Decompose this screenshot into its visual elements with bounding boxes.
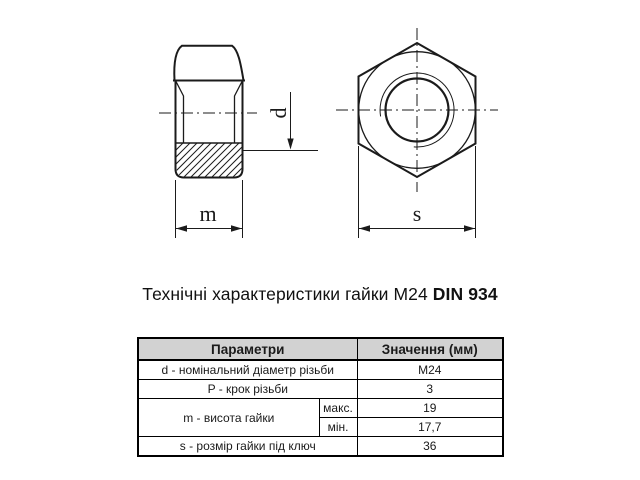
table-row [138, 437, 503, 457]
param-value: 17,7 [357, 418, 503, 437]
header-parameters: Параметри [138, 338, 357, 360]
side-view [148, 46, 318, 238]
dimension-d [244, 92, 319, 151]
arrow-right-icon [231, 225, 242, 231]
param-label: P - крок різьби [138, 380, 357, 399]
arrow-right-icon [464, 225, 475, 231]
hole-edge-left [176, 82, 184, 143]
param-value: 36 [357, 437, 503, 457]
param-value: 19 [357, 399, 503, 418]
header-value: Значення (мм) [357, 338, 503, 360]
title-standard: DIN 934 [432, 284, 498, 304]
arrow-down-icon [287, 139, 293, 150]
spec-table [137, 337, 504, 457]
nut-top-face [174, 46, 243, 81]
param-sublabel: мін. [319, 418, 357, 437]
arrow-left-icon [359, 225, 370, 231]
title-text: Технічні характеристики гайки М24 [142, 284, 433, 304]
param-label: m - висота гайки [138, 399, 319, 437]
table-row [138, 380, 503, 399]
dim-label-m: m [199, 201, 217, 226]
param-sublabel: макс. [319, 399, 357, 418]
page-title [0, 284, 640, 305]
hole-edge-right [235, 82, 243, 143]
param-label: s - розмір гайки під ключ [138, 437, 357, 457]
param-value: 3 [357, 380, 503, 399]
section-hatching [148, 142, 268, 178]
dimension-s [359, 146, 476, 238]
table-header-row [138, 338, 503, 360]
dim-label-d: d [266, 107, 292, 119]
param-value: M24 [357, 360, 503, 380]
param-label: d - номінальний діаметр різьби [138, 360, 357, 380]
table-row [138, 399, 503, 418]
dimension-m [176, 180, 243, 238]
arrow-left-icon [176, 225, 187, 231]
table-row [138, 360, 503, 380]
front-view [336, 28, 498, 238]
dim-label-s: s [412, 201, 422, 226]
